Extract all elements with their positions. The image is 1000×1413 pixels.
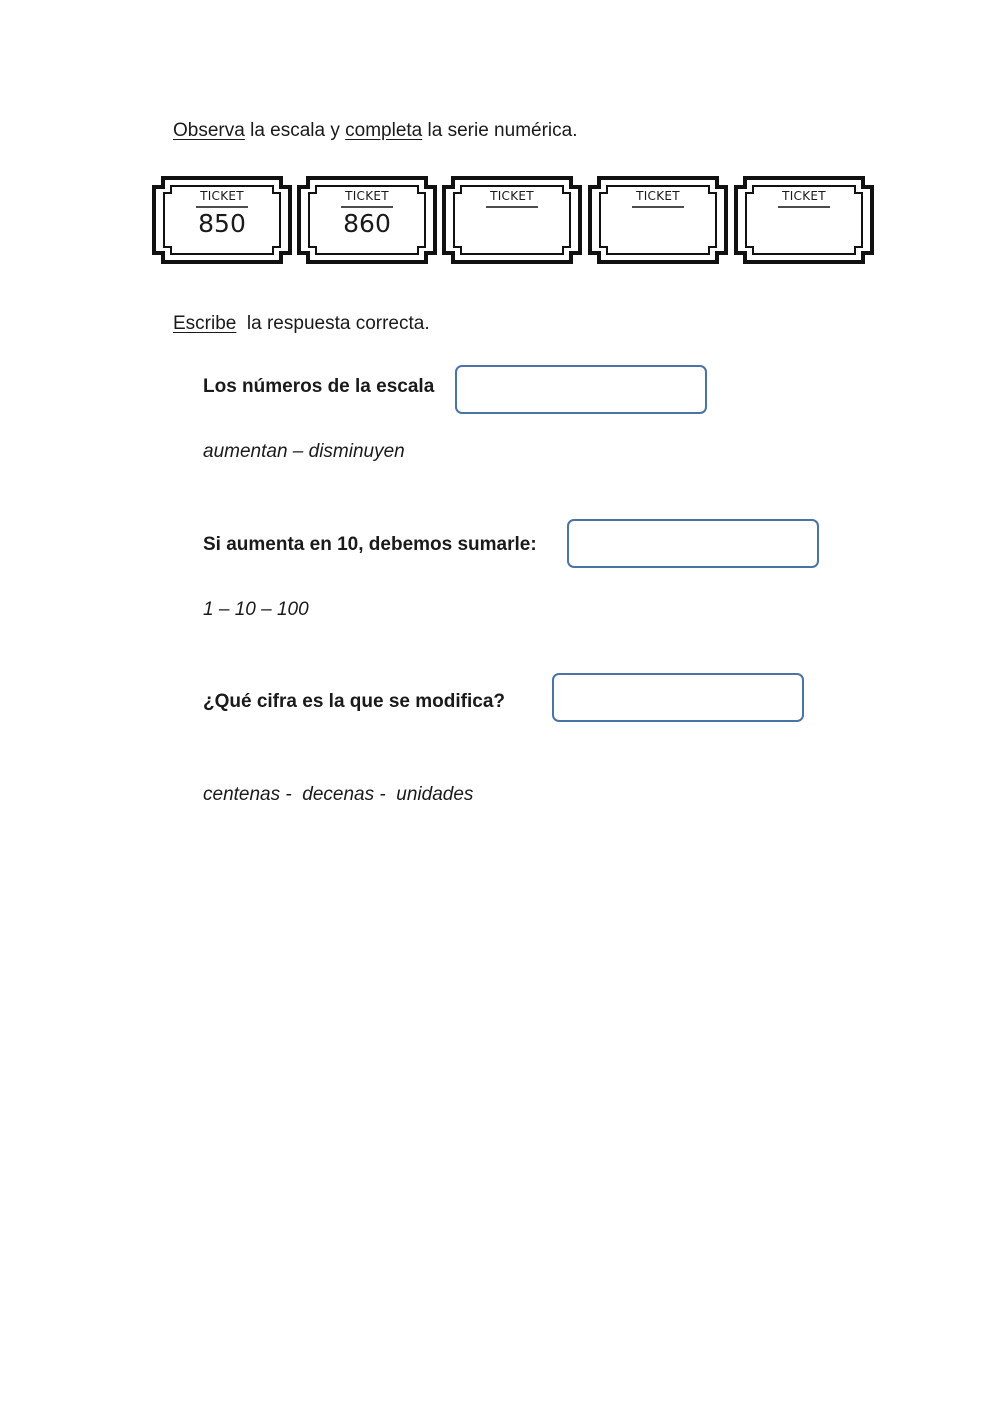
answer-input-1[interactable] bbox=[455, 365, 707, 414]
ticket-label: TICKET bbox=[782, 189, 826, 203]
question-2-label: Si aumenta en 10, debemos sumarle: bbox=[203, 534, 537, 555]
question-3-options: centenas - decenas - unidades bbox=[203, 784, 474, 805]
ticket-2 bbox=[297, 175, 437, 265]
answer-input-2[interactable] bbox=[567, 519, 819, 568]
instruction-verb-observa: Observa bbox=[173, 120, 245, 141]
ticket-4 bbox=[588, 175, 728, 265]
ticket-3 bbox=[442, 175, 582, 265]
ticket-1 bbox=[152, 175, 292, 265]
ticket-label: TICKET bbox=[200, 189, 244, 203]
question-1-label: Los números de la escala bbox=[203, 376, 435, 397]
question-1-options: aumentan – disminuyen bbox=[203, 441, 405, 462]
answer-input-3[interactable] bbox=[552, 673, 804, 722]
ticket-label: TICKET bbox=[490, 189, 534, 203]
instruction-verb-completa: completa bbox=[345, 120, 423, 141]
ticket-value: 860 bbox=[343, 209, 391, 238]
ticket-label: TICKET bbox=[345, 189, 389, 203]
ticket-value: 850 bbox=[198, 209, 246, 238]
ticket-label: TICKET bbox=[636, 189, 680, 203]
question-3-label: ¿Qué cifra es la que se modifica? bbox=[203, 691, 505, 712]
instruction-verb-escribe: Escribe bbox=[173, 313, 237, 334]
question-2-options: 1 – 10 – 100 bbox=[203, 599, 309, 620]
ticket-5 bbox=[734, 175, 874, 265]
instruction-write: Escribe la respuesta correcta. bbox=[173, 313, 430, 334]
instruction-observe: Observa la escala y completa la serie numérica. bbox=[173, 120, 578, 141]
